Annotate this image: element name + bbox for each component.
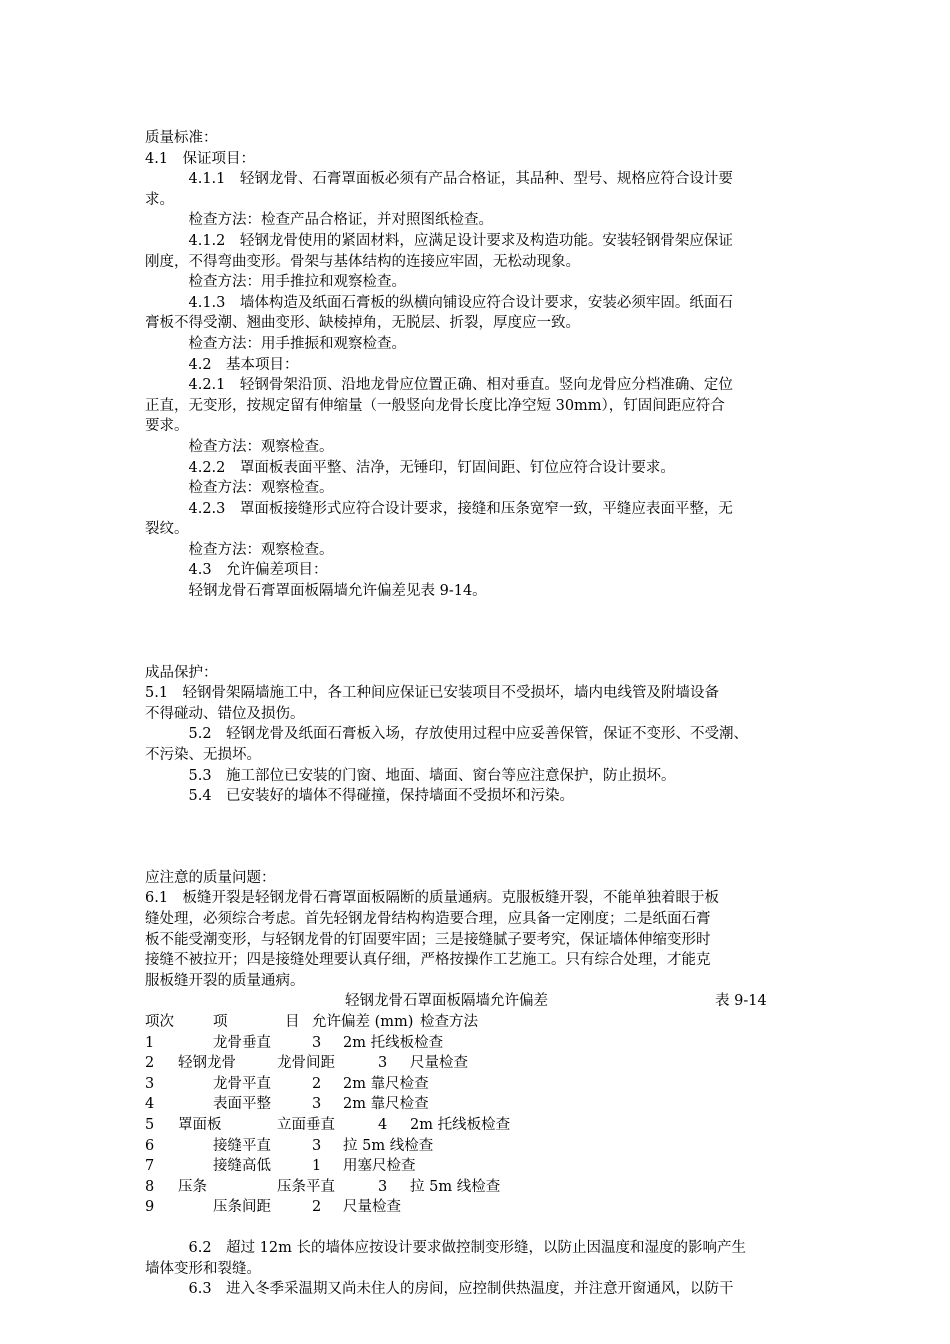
- paragraph-line: 刚度，不得弯曲变形。骨架与基体结构的连接应牢固，无松动现象。: [145, 253, 580, 270]
- paragraph-line: 4.1.3 墙体构造及纸面石膏板的纵横向铺设应符合设计要求，安装必须牢固。纸面石: [145, 294, 733, 311]
- table-cell-tolerance: 3: [312, 1137, 322, 1154]
- table-row: [145, 1053, 815, 1074]
- paragraph-line: 6.3 进入冬季采温期又尚未住人的房间，应控制供热温度，并注意开窗通风，以防干: [145, 1281, 734, 1298]
- table-header-row: [145, 1012, 815, 1033]
- table-cell-number: 7: [145, 1158, 155, 1175]
- table-cell-tolerance: 3: [378, 1178, 388, 1195]
- table-row: [145, 1136, 815, 1157]
- paragraph-line: 裂纹。: [145, 521, 189, 538]
- paragraph-line: 检查方法：观察检查。: [145, 438, 334, 455]
- table-cell-method: 2m 靠尺检查: [343, 1096, 429, 1113]
- paragraph-line: 4.2 基本项目：: [145, 356, 299, 373]
- table-cell-tolerance: 1: [312, 1158, 322, 1175]
- table-row: [145, 1115, 815, 1136]
- paragraph-line: 4.2.2 罩面板表面平整、洁净，无锤印，钉固间距、钉位应符合设计要求。: [145, 459, 675, 476]
- table-row: [145, 1074, 815, 1095]
- section-heading-protection: 成品保护：: [145, 664, 218, 681]
- paragraph-line: 墙体变形和裂缝。: [145, 1260, 261, 1277]
- table-title-row: [145, 991, 815, 1012]
- table-cell-tolerance: 4: [378, 1116, 388, 1133]
- table-header-cell: 项: [213, 1013, 228, 1030]
- table-cell-item: 表面平整: [213, 1096, 271, 1113]
- table-cell-number: 9: [145, 1199, 155, 1216]
- table-cell-method: 用塞尺检查: [343, 1158, 416, 1175]
- paragraph-line: 4.1.1 轻钢龙骨、石膏罩面板必须有产品合格证，其品种、型号、规格应符合设计要: [145, 171, 733, 188]
- section-spacer: [145, 602, 815, 663]
- table-cell-item: 立面垂直: [277, 1116, 335, 1133]
- table-cell-item: 接缝平直: [213, 1137, 271, 1154]
- table-cell-number: 4: [145, 1096, 155, 1113]
- paragraph-line: 接缝不被拉开；四是接缝处理要认真仔细，严格按操作工艺施工。只有综合处理，才能克: [145, 952, 711, 969]
- table-header-cell: 允许偏差 (mm): [312, 1013, 414, 1030]
- section-heading-quality: 质量标准：: [145, 130, 218, 146]
- table-cell-method: 尺量检查: [343, 1199, 401, 1216]
- section-spacer: [145, 1218, 815, 1238]
- paragraph-line: 4.3 允许偏差项目：: [145, 562, 328, 579]
- table-cell-number: 3: [145, 1075, 155, 1092]
- paragraph-line: 正直，无变形，按规定留有伸缩量（一般竖向龙骨长度比净空短 30mm），钉固间距应符合: [145, 397, 725, 414]
- paragraph-line: 5.2 轻钢龙骨及纸面石膏板入场，存放使用过程中应妥善保管，保证不变形、不受潮、: [145, 726, 749, 743]
- paragraph-line: 5.3 施工部位已安装的门窗、地面、墙面、窗台等应注意保护，防止损坏。: [145, 767, 676, 784]
- table-cell-method: 拉 5m 线检查: [343, 1137, 434, 1154]
- table-cell-method: 拉 5m 线检查: [410, 1178, 501, 1195]
- table-cell-tolerance: 2: [312, 1199, 322, 1216]
- document-page: [145, 128, 815, 1300]
- paragraph-line: 要求。: [145, 418, 189, 435]
- paragraph-line: 检查方法：观察检查。: [145, 541, 334, 558]
- table-row: [145, 1197, 815, 1218]
- paragraph-line: 检查方法：用手推拉和观察检查。: [145, 274, 406, 291]
- table-cell-item: 龙骨间距: [277, 1055, 335, 1072]
- table-cell-group: 压条: [178, 1178, 207, 1195]
- table-cell-item: 压条间距: [213, 1199, 271, 1216]
- table-cell-number: 8: [145, 1178, 155, 1195]
- table-cell-method: 2m 托线板检查: [343, 1034, 444, 1051]
- paragraph-line: 服板缝开裂的质量通病。: [145, 972, 305, 989]
- paragraph-line: 4.1 保证项目：: [145, 150, 256, 167]
- paragraph-line: 检查方法：观察检查。: [145, 480, 334, 497]
- paragraph-line: 不污染、无损坏。: [145, 747, 261, 764]
- paragraph-line: 4.2.1 轻钢骨架沿顶、沿地龙骨应位置正确、相对垂直。竖向龙骨应分档准确、定位: [145, 377, 733, 394]
- table-cell-tolerance: 3: [378, 1055, 388, 1072]
- paragraph-line: 膏板不得受潮、翘曲变形、缺棱掉角，无脱层、折裂，厚度应一致。: [145, 315, 580, 332]
- table-cell-item: 接缝高低: [213, 1158, 271, 1175]
- table-number: 表 9-14: [715, 993, 767, 1010]
- paragraph-line: 5.4 已安装好的墙体不得碰撞，保持墙面不受损坏和污染。: [145, 788, 575, 805]
- table-header-cell: 目: [285, 1013, 300, 1030]
- table-cell-item: 龙骨垂直: [213, 1034, 271, 1051]
- table-row: [145, 1177, 815, 1198]
- table-title: 轻钢龙骨石罩面板隔墙允许偏差: [345, 993, 548, 1010]
- section-heading-quality-issues: 应注意的质量问题：: [145, 869, 276, 886]
- table-body: [145, 1033, 815, 1218]
- table-cell-group: 轻钢龙骨: [178, 1055, 236, 1072]
- table-cell-tolerance: 3: [312, 1096, 322, 1113]
- table-cell-method: 2m 托线板检查: [410, 1116, 511, 1133]
- table-cell-number: 1: [145, 1034, 155, 1051]
- paragraph-line: 6.1 板缝开裂是轻钢龙骨石膏罩面板隔断的质量通病。克服板缝开裂，不能单独着眼于板: [145, 890, 720, 907]
- table-cell-method: 尺量检查: [410, 1055, 468, 1072]
- paragraph-line: 5.1 轻钢骨架隔墙施工中，各工种间应保证已安装项目不受损坏，墙内电线管及附墙设备: [145, 685, 720, 702]
- table-row: [145, 1094, 815, 1115]
- paragraph-line: 不得碰动、错位及损伤。: [145, 705, 305, 722]
- table-row: [145, 1033, 815, 1054]
- table-cell-item: 压条平直: [277, 1178, 335, 1195]
- table-cell-item: 龙骨平直: [213, 1075, 271, 1092]
- paragraph-line: 缝处理，必须综合考虑。首先轻钢龙骨结构构造要合理，应具备一定刚度；二是纸面石膏: [145, 911, 711, 927]
- tolerance-table: [145, 991, 815, 1218]
- table-row: [145, 1156, 815, 1177]
- table-cell-tolerance: 2: [312, 1075, 322, 1092]
- table-cell-number: 2: [145, 1055, 155, 1072]
- paragraph-line: 6.2 超过 12m 长的墙体应按设计要求做控制变形缝，以防止因温度和湿度的影响产生: [145, 1239, 746, 1256]
- table-cell-number: 6: [145, 1137, 155, 1154]
- table-cell-method: 2m 靠尺检查: [343, 1075, 429, 1092]
- paragraph-line: 轻钢龙骨石膏罩面板隔墙允许偏差见表 9-14。: [145, 583, 487, 600]
- paragraph-line: 检查方法：用手推振和观察检查。: [145, 335, 406, 352]
- table-cell-number: 5: [145, 1116, 155, 1133]
- table-header-cell: 项次: [145, 1013, 174, 1030]
- table-cell-group: 罩面板: [178, 1116, 222, 1133]
- paragraph-line: 4.2.3 罩面板接缝形式应符合设计要求，接缝和压条宽窄一致，平缝应表面平整，无: [145, 500, 733, 517]
- table-cell-tolerance: 3: [312, 1034, 322, 1051]
- paragraph-line: 求。: [145, 191, 174, 208]
- paragraph-line: 检查方法：检查产品合格证，并对照图纸检查。: [145, 212, 493, 229]
- paragraph-line: 4.1.2 轻钢龙骨使用的紧固材料，应满足设计要求及构造功能。安装轻钢骨架应保证: [145, 232, 733, 249]
- section-spacer: [145, 807, 815, 868]
- table-header-cell: 检查方法: [420, 1013, 478, 1030]
- paragraph-line: 板不能受潮变形，与轻钢龙骨的钉固要牢固；三是接缝腻子要考究，保证墙体伸缩变形时: [145, 931, 711, 948]
